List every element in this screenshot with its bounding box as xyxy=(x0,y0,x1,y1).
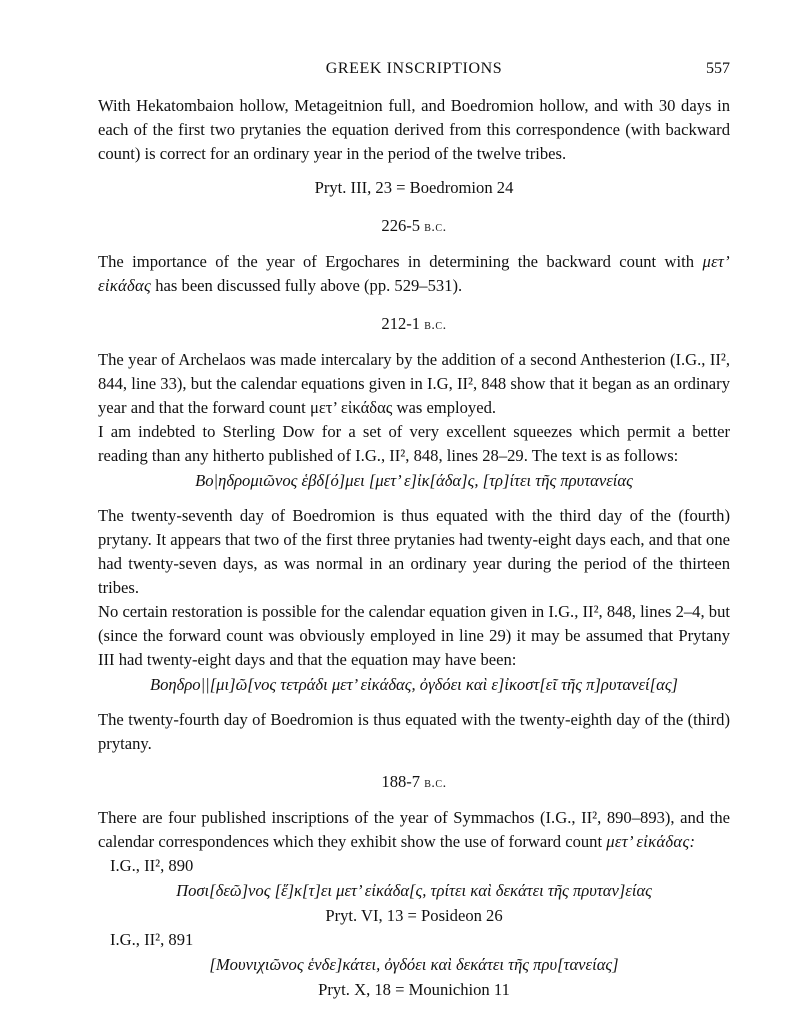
greek-inscription: Ποσι[δεῶ]νος [ἕ]κ[τ]ει μετ’ εἰκάδα[ς, τρίτει καὶ δεκάτει τῆς πρυταν]είας xyxy=(176,881,652,900)
greek-inscription: Βο|ηδρομιῶνος ἑβδ[ό]μει [μετ’ ε]ἰκ[άδα]ς, [τρ]ίτει τῆς πρυτανείας xyxy=(195,471,633,490)
equation: Pryt. X, 18 = Mounichion 11 xyxy=(318,980,510,999)
paragraph: The year of Archelaos was made intercalary by the addition of a second Anthesterion (I.G., II², 844, line 33), but the calendar equations given in I.G, II², 848 show that it began as an ordinary year and that the forward count μετ’ εἰκάδας was employed. xyxy=(98,350,730,417)
page-header xyxy=(98,60,730,82)
section-heading xyxy=(98,770,730,796)
paragraph: No certain restoration is possible for the calendar equation given in I.G., II², 848, lines 2–4, but (since the forward count was obviously employed in line 29) it may be assumed that Prytany III had twenty-eight days and that the equation may have been: xyxy=(98,602,730,669)
greek-inscription: Βοηδρο||[μι]ῶ[νος τετράδι μετ’ εἰκάδας, ὀγδόει καὶ ε]ἰκοστ[εῖ τῆς π]ρυτανεί[ας] xyxy=(149,675,679,694)
greek-inscription: [Μουνιχιῶνος ἑνδε]κάτει, ὀγδόει καὶ δεκάτει τῆς πρυ[τανείας] xyxy=(209,955,619,974)
section-era: b.c. xyxy=(424,776,447,791)
paragraph-text: There are four published inscriptions of the year of Symmachos (I.G., II², 890–893), and the calendar correspondences which they exhibit show the use of forward count xyxy=(98,808,730,851)
greek-phrase: μετ’ εἰκάδας: xyxy=(606,832,696,851)
section-era: b.c. xyxy=(424,220,447,235)
section-heading xyxy=(98,312,730,338)
inscription-reference: I.G., II², 890 xyxy=(110,856,194,875)
section-year: 212-1 xyxy=(381,314,421,333)
page-body xyxy=(98,94,730,1002)
paragraph xyxy=(98,806,730,854)
running-title: GREEK INSCRIPTIONS xyxy=(325,60,503,77)
paragraph: The twenty-seventh day of Boedromion is thus equated with the third day of the (fourth) prytany. It appears that two of the first three prytanies had twenty-eight days each, and that one had twenty-seven days, as was normal in an ordinary year during the period of the thirteen tribes. xyxy=(98,506,730,597)
greek-phrase: μετ’ εἰκάδας xyxy=(98,252,730,295)
page-number: 557 xyxy=(706,60,730,77)
section-heading xyxy=(98,214,730,240)
inscription-reference: I.G., II², 891 xyxy=(110,930,194,949)
paragraph-text: has been discussed fully above (pp. 529–531). xyxy=(155,276,463,295)
paragraph: With Hekatombaion hollow, Metageitnion full, and Boedromion hollow, and with 30 days in each of the first two prytanies the equation derived from this correspondence (with backward count) is correct for an ordinary year in the period of the twelve tribes. xyxy=(98,96,730,163)
section-year: 226-5 xyxy=(381,216,421,235)
paragraph xyxy=(98,250,730,298)
section-year: 188-7 xyxy=(381,772,421,791)
section-era: b.c. xyxy=(424,318,447,333)
equation: Pryt. III, 23 = Boedromion 24 xyxy=(314,178,514,197)
paragraph: The twenty-fourth day of Boedromion is thus equated with the twenty-eighth day of the (third) prytany. xyxy=(98,710,730,753)
paragraph-text: The importance of the year of Ergochares in determining the backward count with xyxy=(98,252,695,271)
equation: Pryt. VI, 13 = Posideon 26 xyxy=(325,906,503,925)
paragraph: I am indebted to Sterling Dow for a set of very excellent squeezes which permit a better reading than any hitherto published of I.G., II², 848, lines 28–29. The text is as follows: xyxy=(98,422,730,465)
